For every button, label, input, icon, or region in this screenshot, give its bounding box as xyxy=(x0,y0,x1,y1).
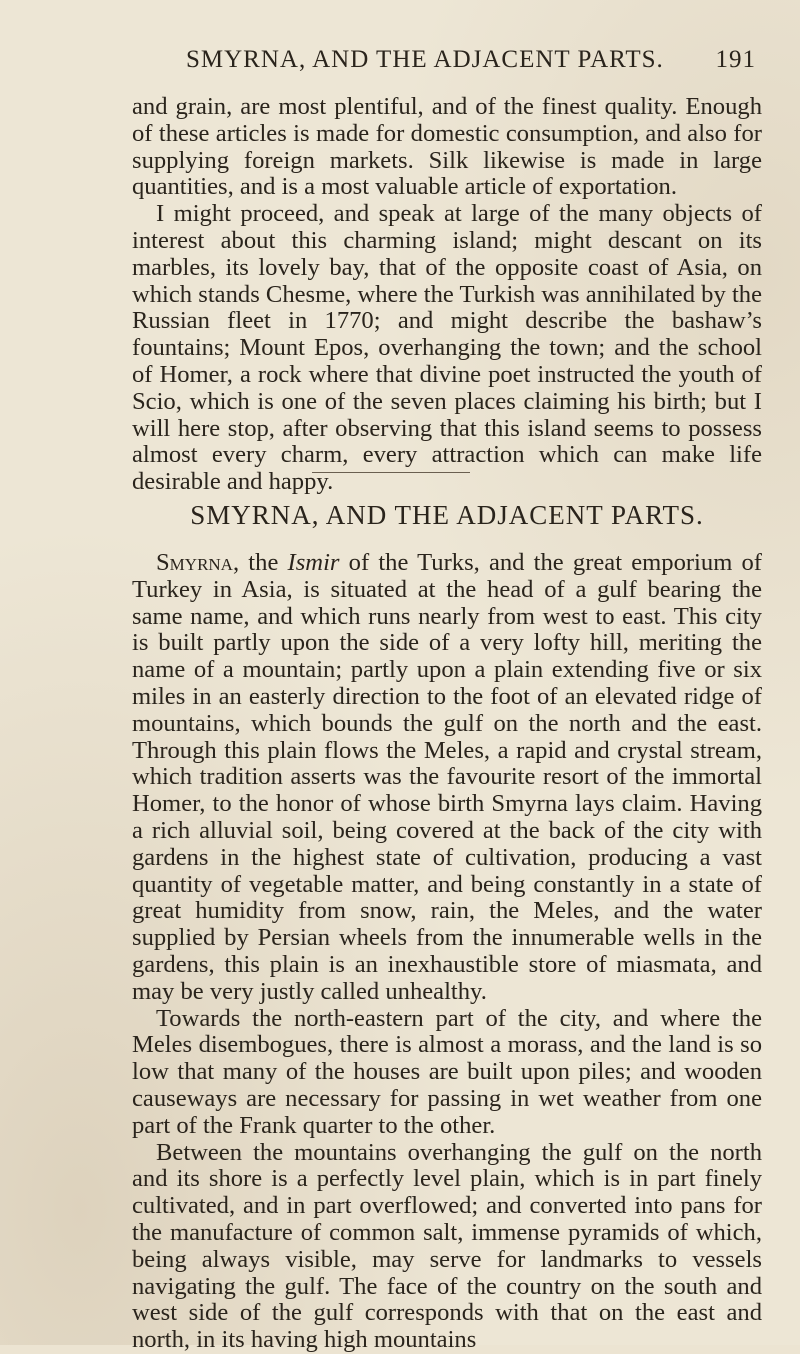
paragraph-text-part: the xyxy=(239,549,288,576)
paragraph-smyrna-intro xyxy=(132,550,762,1006)
running-title: SMYRNA, AND THE ADJACENT PARTS. xyxy=(186,46,664,73)
section-divider xyxy=(312,472,470,473)
section-heading: SMYRNA, AND THE ADJACENT PARTS. xyxy=(190,500,704,530)
paragraph-text-part: of the Turks, and the great emporium of Turkey in Asia, is situated at the head of a gulf bearing the same name, and which runs nearly from west to east. This city is built partly upon the side of a very lofty hill, meriting the name of a mountain; partly upon a plain extending five or six miles in an easterly direction to the foot of an elevated ridge of mountains, which bounds the gulf on the north and the east. Through this plain flows the Meles, a rapid and crystal stream, which tradition asserts was the favourite resort of the immortal Homer, to the honor of whose birth Smyrna lays claim. Having a rich alluvial soil, being covered at the back of the city with gardens in the highest state of cultivation, producing a vast quantity of vegetable matter, and being constantly in a state of great humidity from snow, rain, the Meles, and the water supplied by Persian wheels from the innumerable wells in the gardens, this plain is an inexhaustible store of miasmata, and may be very justly called unhealthy. xyxy=(132,549,762,1005)
running-head xyxy=(186,46,756,76)
paragraph-north-east: Towards the north-eastern part of the city, and where the Meles disembogues, there is almost a morass, and the land is so low that many of the houses are built upon piles; and wooden causeways are necessary for passing in wet weather from one part of the Frank quarter to the other. xyxy=(132,1004,762,1139)
paragraph-lead-word: Smyrna, xyxy=(156,549,240,576)
page-number: 191 xyxy=(715,46,756,73)
paragraph-island: I might proceed, and speak at large of the many objects of interest about this charming island; might descant on its marbles, its lovely bay, that of the opposite coast of Asia, on which stands Chesme, where the Turkish was annihilated by the Russian fleet in 1770; and might describe the bashaw’s fountains; Mount Epos, overhanging the town; and the school of Homer, a rock where that divine poet instructed the youth of Scio, which is one of the seven places claiming his birth; but I will here stop, after observing that this island seems to possess almost every charm, every attraction which can make life desirable and happy. xyxy=(132,200,762,496)
paragraph-mountains: Between the mountains overhanging the gulf on the north and its shore is a perfectly level plain, which is in part finely cultivated, and in part overflowed; and converted into pans for the manufacture of common salt, immense pyramids of which, being always visible, may serve for landmarks to vessels navigating the gulf. The face of the country on the south and west side of the gulf corresponds with that on the east and north, in its having high mountains xyxy=(132,1138,762,1354)
italic-term: Ismir xyxy=(287,549,340,576)
section-text-block xyxy=(132,550,762,1354)
top-text-block xyxy=(132,94,762,496)
paragraph-produce: and grain, are most plentiful, and of the finest quality. Enough of these articles is made for domestic consumption, and also for supplying foreign markets. Silk likewise is made in large quantities, and is a most valuable article of exportation. xyxy=(132,93,762,201)
